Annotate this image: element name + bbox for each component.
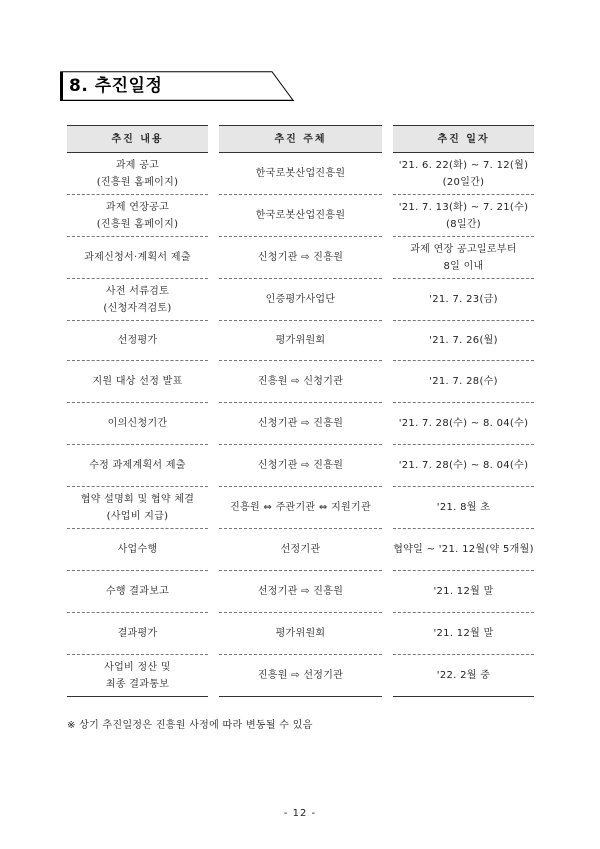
page-number: - 12 - <box>283 808 317 819</box>
row-content-cell: 사업비 정산 및 최종 결과통보 <box>67 655 208 697</box>
section-title-box <box>60 71 292 101</box>
row-date-cell: '21. 7. 28(수) <box>393 361 534 403</box>
row-date-cell: '21. 7. 28(수) ~ 8. 04(수) <box>393 445 534 487</box>
row-agent-cell: 진흥원 ⇔ 주관기관 ⇔ 지원기관 <box>219 487 382 529</box>
row-agent-cell: 선정기관 ⇨ 진흥원 <box>219 571 382 613</box>
row-date-cell: '21. 7. 13(화) ~ 7. 21(수) (8일간) <box>393 195 534 237</box>
row-content-cell: 지원 대상 선정 발표 <box>67 361 208 403</box>
footnote: ※ 상기 추진일정은 진흥원 사정에 따라 변동될 수 있음 <box>67 720 313 731</box>
row-agent-cell: 신청기관 ⇨ 진흥원 <box>219 445 382 487</box>
row-date-cell: '21. 7. 28(수) ~ 8. 04(수) <box>393 403 534 445</box>
row-agent-cell: 신청기관 ⇨ 진흥원 <box>219 237 382 279</box>
row-agent-cell: 평가위원회 <box>219 321 382 361</box>
row-content-cell: 수행 결과보고 <box>67 571 208 613</box>
row-agent-cell: 진흥원 ⇨ 선정기관 <box>219 655 382 697</box>
row-date-cell: '21. 12월 말 <box>393 613 534 655</box>
row-content-cell: 사업수행 <box>67 529 208 571</box>
row-agent-cell: 한국로봇산업진흥원 <box>219 195 382 237</box>
row-agent-cell: 진흥원 ⇨ 신청기관 <box>219 361 382 403</box>
row-content-cell: 결과평가 <box>67 613 208 655</box>
row-content-cell: 사전 서류검토 (신청자격검토) <box>67 279 208 321</box>
row-date-cell: 협약일 ~ '21. 12월(약 5개월) <box>393 529 534 571</box>
row-agent-cell: 평가위원회 <box>219 613 382 655</box>
header-agent: 추진 주체 <box>219 125 382 153</box>
header-content: 추진 내용 <box>67 125 208 153</box>
header-date: 추진 일자 <box>393 125 534 153</box>
row-agent-cell: 선정기관 <box>219 529 382 571</box>
row-content-cell: 과제신청서·계획서 제출 <box>67 237 208 279</box>
row-content-cell: 과제 연장공고 (진흥원 홈페이지) <box>67 195 208 237</box>
row-agent-cell: 한국로봇산업진흥원 <box>219 153 382 195</box>
row-date-cell: 과제 연장 공고일로부터 8일 이내 <box>393 237 534 279</box>
row-content-cell: 협약 설명회 및 협약 체결 (사업비 지급) <box>67 487 208 529</box>
row-agent-cell: 신청기관 ⇨ 진흥원 <box>219 403 382 445</box>
row-content-cell: 수정 과제계획서 제출 <box>67 445 208 487</box>
row-content-cell: 과제 공고 (진흥원 홈페이지) <box>67 153 208 195</box>
row-date-cell: '21. 8월 초 <box>393 487 534 529</box>
row-date-cell: '22. 2월 중 <box>393 655 534 697</box>
row-date-cell: '21. 12월 말 <box>393 571 534 613</box>
section-title: 8. 추진일정 <box>69 76 163 96</box>
row-agent-cell: 인증평가사업단 <box>219 279 382 321</box>
row-date-cell: '21. 7. 26(월) <box>393 321 534 361</box>
row-date-cell: '21. 7. 23(금) <box>393 279 534 321</box>
row-date-cell: '21. 6. 22(화) ~ 7. 12(월) (20일간) <box>393 153 534 195</box>
row-content-cell: 이의신청기간 <box>67 403 208 445</box>
row-content-cell: 선정평가 <box>67 321 208 361</box>
